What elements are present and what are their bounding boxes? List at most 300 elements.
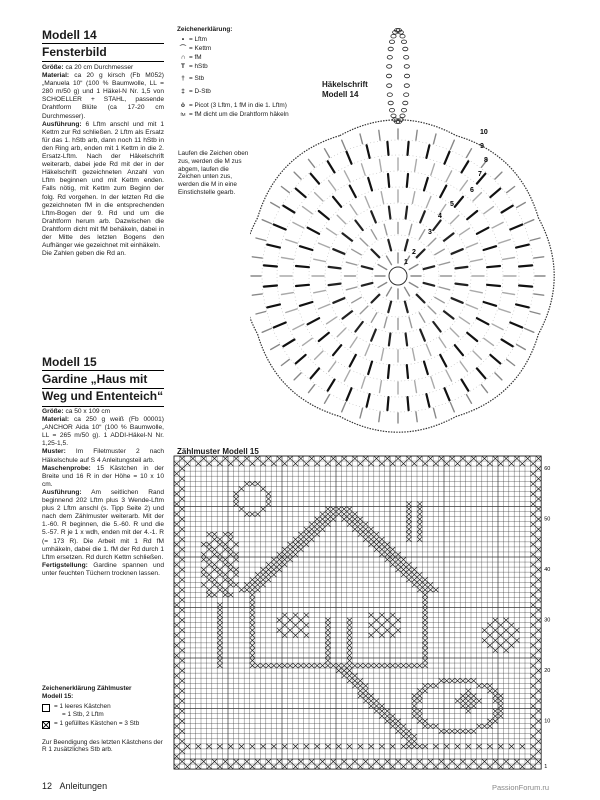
stitch-mark [525, 328, 534, 332]
stitch-mark [439, 287, 450, 290]
stitch-symbol-icon: ȯ [181, 101, 185, 109]
heading-rule [42, 43, 164, 44]
stitch-mark [519, 265, 532, 266]
model14-paragraph-text: Die Zahlen geben die Rd an. [42, 250, 126, 258]
stitch-mark [484, 338, 494, 345]
stitch-mark [368, 178, 372, 191]
stitch-mark [282, 293, 294, 295]
stitch-mark [487, 285, 500, 286]
stitch-mark [495, 172, 502, 179]
stitch-mark [440, 355, 446, 367]
stitch-mark [296, 355, 306, 364]
stitch-mark [484, 302, 497, 306]
stitch-mark [388, 365, 389, 378]
stitch-mark [439, 338, 446, 348]
center-ring [389, 267, 407, 285]
stitch-mark [408, 397, 409, 410]
round-number-label: 5 [450, 201, 454, 208]
heading-rule [42, 370, 164, 371]
model15-paragraph [42, 416, 164, 448]
stitch-mark [303, 338, 313, 345]
model14-instructions [42, 64, 164, 258]
model14-paragraph-label: Ausführung: [42, 120, 82, 128]
legend14-item [177, 36, 207, 44]
stitch-mark [452, 249, 463, 254]
stitch-mark [499, 240, 510, 244]
stitch-mark [495, 373, 502, 380]
stitch-mark [502, 206, 513, 213]
stitch-mark [417, 295, 425, 303]
stitch-mark [419, 230, 425, 240]
model15-paragraph-label: Größe: [42, 408, 64, 415]
stitch-mark [434, 408, 437, 418]
model15-text-column [42, 355, 164, 578]
stitch-mark [460, 181, 467, 191]
model15-paragraph-label: Material: [42, 416, 70, 424]
round-number-label: 6 [470, 187, 474, 194]
legend14-item-text: = fM dicht um die Drahtform häkeln [189, 110, 289, 118]
stitch-mark [362, 266, 373, 269]
stitch-mark [416, 412, 417, 422]
legend14-item-text: = Kettm [189, 44, 212, 52]
model15-paragraph-label: Muster: [42, 448, 66, 456]
model14-paragraph-text: ca 20 cm Durchmesser [63, 64, 134, 71]
legend14-item [177, 75, 204, 83]
stitch-mark [424, 178, 428, 191]
stitch-mark [365, 344, 370, 355]
row-number-label: 60 [544, 466, 551, 473]
stitch-mark [405, 240, 408, 251]
chart15-title: Zählmuster Modell 15 [177, 447, 259, 456]
legend14-item [177, 63, 208, 71]
stitch-mark [517, 345, 526, 350]
stitch-mark [333, 197, 341, 207]
stitch-mark [378, 283, 387, 288]
stitch-mark [381, 192, 383, 204]
round-number-label: 2 [412, 249, 416, 256]
stitch-mark [296, 189, 306, 198]
model15-paragraph-text: 15 Kästchen in der Breite und 16 R in der Höhe = 10 x 10 cm. [42, 464, 164, 488]
round-number-label: 1 [404, 259, 408, 266]
stitch-mark [347, 152, 352, 164]
stitch-mark [462, 380, 469, 391]
row-number-label: 20 [544, 668, 551, 675]
stitch-mark [450, 140, 454, 149]
stitch-mark [426, 197, 431, 208]
stitch-mark [362, 377, 366, 388]
stitch-mark [362, 283, 373, 286]
legend14-title: Zeichenerklärung: [177, 26, 233, 33]
stitch-mark [319, 304, 330, 309]
stitch-mark [314, 259, 326, 261]
stitch-mark [308, 228, 320, 234]
stitch-mark [380, 381, 382, 393]
stitch-mark [426, 344, 431, 355]
stitch-mark [262, 220, 271, 224]
legend14-item [177, 45, 211, 53]
stitch-mark [466, 304, 477, 309]
stitch-mark [387, 397, 388, 410]
stitch-mark [420, 330, 425, 341]
stitch-mark [517, 203, 526, 208]
stitch-mark [420, 211, 425, 222]
chain-stitch-mark [391, 114, 396, 118]
stitch-mark [424, 266, 435, 269]
legend15-note: Zur Beendigung des letzten Kästchens der R 1 zusätzliches Stb arb. [42, 738, 163, 754]
stitch-mark [360, 306, 368, 314]
row-number-label: 10 [544, 718, 551, 725]
stitch-mark [367, 394, 370, 407]
chain-ring [341, 219, 455, 333]
model15-paragraph [42, 465, 164, 489]
stitch-mark [350, 355, 356, 367]
stitch-mark [446, 171, 452, 182]
stitch-mark [327, 228, 337, 235]
filled-box-symbol [42, 721, 50, 729]
stitch-mark [530, 312, 540, 315]
chain-stitch-mark [404, 65, 409, 69]
stitch-mark [384, 317, 387, 328]
diagram14-title-line1: Häkelschrift [322, 80, 368, 89]
model15-paragraph [42, 448, 164, 464]
model14-text-column [42, 28, 164, 258]
round-number-label: 10 [480, 129, 488, 136]
stitch-mark [294, 373, 301, 380]
stitch-mark [315, 351, 323, 359]
model14-paragraph [42, 64, 164, 72]
stitch-mark [530, 238, 540, 241]
model15-paragraph-label: Fertigstellung: [42, 561, 88, 569]
stitch-mark [519, 286, 532, 287]
model15-paragraph [42, 489, 164, 562]
stitch-mark [296, 266, 309, 267]
footer-section: Anleitungen [59, 781, 108, 791]
stitch-mark [503, 293, 515, 295]
stitch-mark [342, 140, 346, 149]
stitch-mark [416, 130, 417, 140]
stitch-mark [343, 233, 353, 240]
stitch-mark [450, 215, 459, 224]
stitch-mark [444, 233, 454, 240]
stitch-mark [456, 284, 468, 286]
stitch-mark [379, 130, 380, 140]
stitch-mark [346, 262, 357, 265]
model15-paragraph-label: Ausführung: [42, 488, 82, 496]
stitch-mark [384, 224, 387, 235]
chain-stitch-mark [388, 47, 393, 51]
stitch-mark [415, 381, 417, 393]
heading-rule [42, 61, 164, 62]
stitch-mark [473, 193, 481, 201]
stitch-mark [286, 309, 297, 313]
stitch-mark [360, 238, 368, 246]
stitch-mark [481, 385, 487, 393]
stitch-mark [381, 349, 383, 361]
stitch-mark [329, 284, 341, 286]
stitch-mark [329, 362, 336, 372]
stitch-mark [490, 355, 500, 364]
stitch-mark [271, 345, 280, 350]
stitch-mark [492, 324, 503, 330]
stitch-mark [409, 224, 412, 235]
stitch-mark [325, 149, 330, 158]
stitch-mark [428, 306, 436, 314]
stitch-mark [293, 324, 304, 330]
stitch-mark [329, 181, 336, 191]
stitch-mark [352, 249, 362, 255]
stitch-mark [471, 259, 483, 261]
stitch-mark [337, 328, 346, 337]
legend14-item-text: = fM [189, 53, 202, 61]
stitch-mark [300, 302, 313, 306]
stitch-mark [460, 317, 470, 324]
model14-paragraph [42, 72, 164, 121]
stitch-mark [350, 186, 356, 198]
legend15-item-empty-1: = 1 leeres Kästchen [54, 702, 111, 710]
stitch-symbol-icon: † [181, 74, 185, 82]
legend14-item [177, 54, 202, 62]
model14-paragraph [42, 250, 164, 258]
stitch-mark [433, 221, 440, 231]
legend14-item-text: = D-Stb [189, 87, 211, 95]
stitch-mark [309, 159, 315, 167]
empty-box-symbol [42, 704, 50, 712]
stitch-mark [407, 365, 408, 378]
stitch-mark [405, 287, 410, 296]
stitch-mark [256, 312, 266, 315]
stitch-mark [271, 203, 280, 208]
stitch-mark [252, 294, 262, 295]
legend15 [42, 685, 164, 754]
stitch-mark [431, 164, 435, 175]
stitch-mark [371, 330, 376, 341]
round-number-label: 3 [428, 229, 432, 236]
stitch-mark [355, 322, 362, 332]
stitch-mark [419, 313, 425, 323]
chain-stitch-mark [389, 108, 394, 112]
stitch-mark [343, 311, 353, 318]
stitch-mark [444, 311, 454, 318]
heading-rule [42, 388, 164, 389]
stitch-mark [372, 295, 380, 303]
legend14-note: Laufen die Zeichen oben zus, werden die M zus abgem, laufen die Zeichen unten zus, werden die M in eine Einstichstelle gearb. [178, 150, 249, 196]
stitch-mark [303, 207, 313, 214]
chain-stitch-mark [404, 93, 409, 97]
stitch-mark [360, 134, 363, 144]
stitch-mark [319, 243, 330, 248]
stitch-mark [294, 172, 301, 179]
stitch-mark [264, 286, 277, 287]
stitch-mark [308, 318, 320, 324]
row-number-label: 1 [544, 764, 548, 771]
stitch-mark [477, 368, 486, 378]
model15-title: Modell 15 [42, 355, 97, 369]
legend14-item-text: = hStb [189, 62, 208, 70]
stitch-mark [428, 238, 436, 246]
stitch-mark [283, 340, 294, 347]
stitch-mark [445, 388, 450, 400]
stitch-mark [502, 340, 513, 347]
stitch-mark [256, 238, 266, 241]
stitch-mark [507, 359, 515, 365]
stitch-mark [344, 171, 350, 182]
stitch-mark [534, 257, 544, 258]
stitch-mark [378, 265, 387, 270]
stitch-mark [455, 197, 463, 207]
chain-stitch-mark [387, 84, 392, 88]
stitch-mark [424, 362, 428, 375]
stitch-mark [333, 249, 344, 254]
stitch-mark [435, 297, 445, 303]
stitch-mark [365, 197, 370, 208]
chain-stitch-mark [404, 74, 409, 78]
model15-paragraph-label: Maschenprobe: [42, 464, 91, 472]
chain-stitch-mark [391, 34, 396, 38]
watermark: PassionForum.ru [492, 783, 550, 792]
stitch-mark [434, 134, 437, 144]
round-number-label: 8 [484, 157, 488, 164]
stitch-mark [452, 298, 463, 303]
chain-ring [309, 187, 487, 365]
legend14-item-text: = Stb [189, 74, 205, 82]
chain-stitch-mark [386, 74, 391, 78]
stitch-mark [415, 160, 417, 172]
stitch-mark [405, 302, 408, 313]
legend14-item-text: = Lftm [189, 35, 207, 43]
round-number-label: 9 [480, 143, 484, 150]
stitch-mark [484, 246, 497, 250]
stitch-mark [439, 262, 450, 265]
stitch-mark [300, 246, 313, 250]
stitch-mark [450, 328, 459, 337]
stitch-mark [466, 243, 477, 248]
chain-stitch-mark [404, 84, 409, 88]
stitch-mark [467, 211, 477, 219]
stitch-mark [462, 161, 469, 172]
stitch-mark [380, 160, 382, 172]
stitch-mark [467, 149, 472, 158]
stitch-mark [510, 225, 522, 230]
stitch-mark [281, 359, 289, 365]
chain-stitch-mark [387, 56, 392, 60]
stitch-mark [499, 309, 510, 313]
stitch-mark [368, 362, 372, 375]
stitch-mark [314, 290, 326, 292]
stitch-mark [387, 142, 388, 155]
model15-subtitle-1: Gardine „Haus mit [42, 372, 148, 386]
stitch-mark [286, 240, 297, 244]
stitch-mark [487, 266, 500, 267]
stitch-mark [388, 174, 389, 187]
chain-stitch-mark [401, 40, 406, 44]
stitch-mark [371, 211, 376, 222]
stitch-mark [282, 258, 294, 260]
stitch-mark [492, 222, 503, 228]
legend15-item-empty-2: = 1 Stb, 2 Lftm [62, 710, 104, 718]
model14-paragraph [42, 121, 164, 251]
stitch-mark [409, 317, 412, 328]
model15-paragraph-text: Gardine spannen und unter feuchten Tüchern trocknen lassen. [42, 561, 164, 577]
stitch-mark [450, 403, 454, 412]
stitch-mark [333, 345, 341, 355]
legend15-item-filled: = 1 gefülltes Kästchen = 3 Stb [54, 719, 140, 727]
stitch-mark [388, 240, 391, 251]
stitch-mark [435, 249, 445, 255]
chain-ring [357, 235, 439, 317]
stitch-mark [460, 228, 470, 235]
chain-stitch-mark [401, 108, 406, 112]
legend14-item-text: = Picot (3 Lftm, 1 fM in die 1. Lftm) [189, 101, 287, 109]
stitch-mark [315, 193, 323, 201]
stitch-mark [371, 313, 377, 323]
stitch-mark [525, 220, 534, 224]
chain-stitch-mark [404, 56, 409, 60]
legend15-title-1: Zeichenerklärung Zählmuster [42, 685, 132, 692]
stitch-mark [473, 351, 481, 359]
stitch-mark [350, 205, 357, 215]
stitch-mark [350, 338, 357, 348]
model15-paragraph-text: Am seitlichen Rand beginnend 202 Lftm plus 3 Wende-Lftm plus 2 Lftm anschl (s. Tipp Seite 2) und nach dem Zählmuster weiterarb. Mit der 1.-60. R beginnen, die 5.-60. R und die 5.-57. R je 1 x wdh, enden mit der 4.-1. R (= 173 R). Die Arbeit mit 1 Rd fM umhäkeln, dabei die 1. fM der Rd durch 1 Lftm ersetzen. Rd durch Kettm schließen. [42, 488, 164, 561]
stitch-mark [412, 349, 414, 361]
stitch-mark [347, 388, 352, 400]
stitch-mark [325, 395, 330, 404]
legend15-title-2: Modell 15: [42, 692, 74, 700]
stitch-mark [296, 285, 309, 286]
model14-paragraph-label: Material: [42, 72, 70, 80]
stitch-symbol-icon: ∩ [180, 53, 186, 61]
stitch-mark [362, 164, 366, 175]
stitch-mark [477, 228, 489, 234]
stitch-mark [379, 412, 380, 422]
legend14-item [177, 88, 211, 96]
stitch-mark [431, 377, 435, 388]
chain-stitch-mark [387, 65, 392, 69]
stitch-mark [426, 145, 429, 158]
stitch-mark [267, 245, 280, 248]
stitch-mark [360, 408, 363, 418]
stitch-mark [406, 334, 408, 346]
stitch-mark [344, 370, 350, 381]
stitch-mark [467, 395, 472, 404]
stitch-mark [510, 323, 522, 328]
stitch-symbol-icon: fM [180, 111, 186, 117]
stitch-mark [417, 250, 425, 258]
stitch-mark [516, 304, 529, 307]
stitch-mark [329, 267, 341, 269]
stitch-mark [342, 403, 346, 412]
stitch-mark [252, 257, 262, 258]
model15-paragraph [42, 408, 164, 416]
stitch-mark [490, 189, 500, 198]
stitch-mark [389, 334, 391, 346]
stitch-mark [281, 187, 289, 193]
stitch-mark [328, 380, 335, 391]
stitch-mark [471, 290, 483, 292]
stitch-symbol-icon: T [181, 62, 185, 70]
stitch-mark [408, 142, 409, 155]
page-footer [42, 781, 107, 791]
stitch-mark [406, 207, 408, 219]
diagram14-title-line2: Modell 14 [322, 90, 359, 99]
stitch-mark [274, 225, 286, 230]
stitch-mark [337, 215, 346, 224]
stitch-mark [274, 323, 286, 328]
chain-stitch-mark [389, 40, 394, 44]
page-number: 12 [42, 781, 53, 791]
stitch-mark [367, 145, 370, 158]
stitch-mark [309, 385, 315, 393]
stitch-mark [409, 265, 418, 270]
